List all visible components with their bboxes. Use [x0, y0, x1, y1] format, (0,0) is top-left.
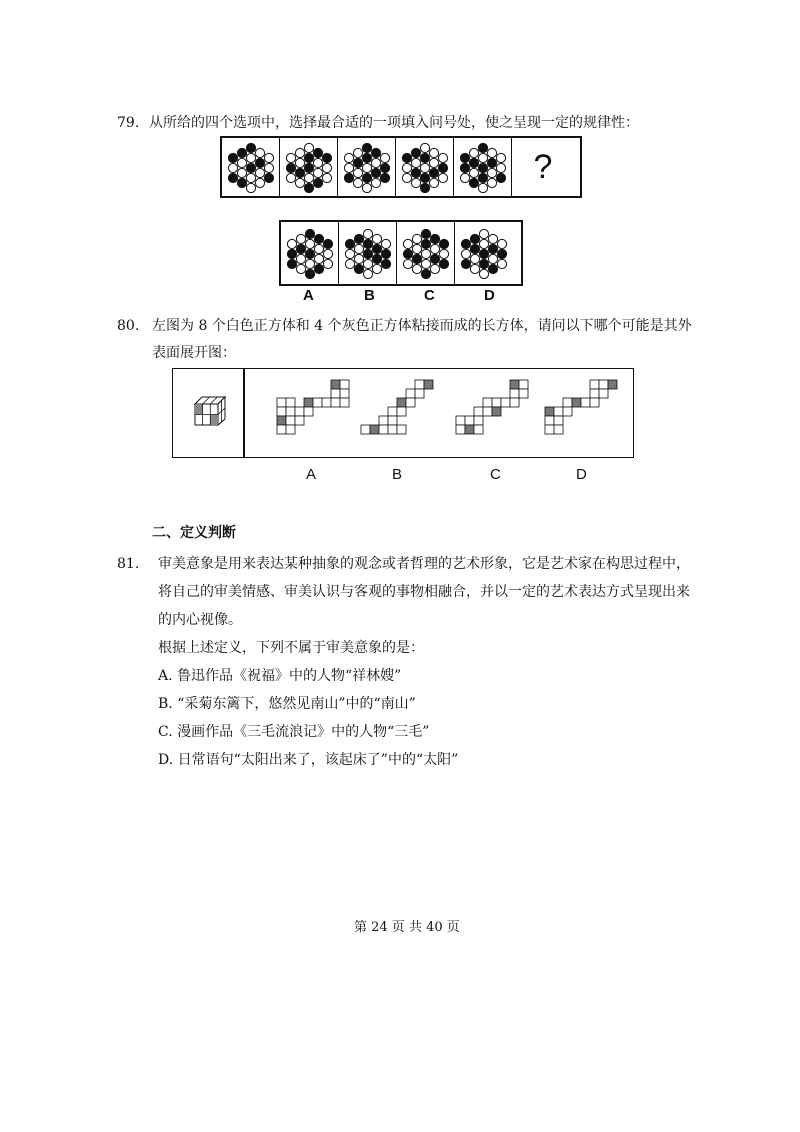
hex-circle	[344, 173, 353, 182]
hex-circle	[246, 183, 255, 192]
white-square	[545, 416, 554, 425]
hex-circle	[421, 229, 430, 238]
hex-circle	[345, 249, 354, 258]
hex-circle	[380, 163, 389, 172]
hex-circle	[246, 143, 255, 152]
hex-circle	[487, 178, 496, 187]
q79-options-strip	[279, 220, 523, 286]
hex-circle	[496, 173, 505, 182]
q80-text-line-1: 左图为 8 个白色正方体和 4 个灰色正方体粘接而成的长方体，请问以下哪个可能是其外	[152, 318, 692, 334]
white-square	[322, 398, 331, 407]
hex-circle	[496, 153, 505, 162]
hex-circle	[304, 163, 313, 172]
hex-circle	[421, 239, 430, 248]
hex-circle	[237, 158, 246, 167]
hex-circle	[402, 173, 411, 182]
hex-circle	[488, 264, 497, 273]
q79-option-label-c: C	[424, 287, 435, 304]
hex-circle	[296, 264, 305, 273]
hex-circle	[362, 163, 371, 172]
hex-circle	[420, 163, 429, 172]
hex-circle-figure	[225, 141, 277, 193]
white-square	[415, 380, 424, 389]
q81-prompt: 根据上述定义，下列不属于审美意象的是：	[158, 640, 424, 656]
hex-circle	[363, 249, 372, 258]
white-square	[379, 416, 388, 425]
gray-square	[424, 380, 433, 389]
hex-circle-figure	[457, 141, 509, 193]
unfolded-net-option-b[interactable]	[360, 379, 436, 445]
hex-circle	[246, 153, 255, 162]
hex-circle	[420, 143, 429, 152]
white-square	[456, 416, 465, 425]
white-square	[277, 425, 286, 434]
white-square	[554, 416, 563, 425]
q81-definition-line-1: 审美意象是用来表达某种抽象的观念或者哲理的艺术形象，它是艺术家在构思过程中，	[158, 556, 690, 572]
q80-figure-frame	[172, 368, 634, 458]
hex-circle	[429, 178, 438, 187]
hex-circle	[363, 269, 372, 278]
q79-option-label-d: D	[484, 287, 495, 304]
white-square	[456, 425, 465, 434]
hex-circle-figure	[342, 227, 394, 279]
hex-circle	[287, 249, 296, 258]
hex-circle	[353, 168, 362, 177]
hex-circle	[345, 239, 354, 248]
unfolded-net-option-c[interactable]	[455, 379, 531, 445]
white-square	[563, 407, 572, 416]
hex-circle	[344, 153, 353, 162]
hex-circle	[354, 254, 363, 263]
q79-sequence-figure-5	[454, 138, 512, 196]
hex-circle	[438, 173, 447, 182]
hex-circle	[438, 163, 447, 172]
white-square	[286, 407, 295, 416]
hex-circle	[362, 143, 371, 152]
hex-circle	[314, 244, 323, 253]
white-square	[501, 398, 510, 407]
q79-option-b-figure[interactable]	[339, 222, 397, 284]
hex-circle	[421, 269, 430, 278]
hex-circle	[411, 158, 420, 167]
hex-circle	[430, 244, 439, 253]
white-square	[388, 407, 397, 416]
hex-circle	[429, 148, 438, 157]
white-square	[474, 425, 483, 434]
white-square	[406, 389, 415, 398]
white-square	[295, 407, 304, 416]
gray-square	[545, 407, 554, 416]
white-square	[465, 416, 474, 425]
hex-circle	[296, 254, 305, 263]
white-square	[483, 398, 492, 407]
white-square	[554, 425, 563, 434]
hex-circle	[286, 173, 295, 182]
hex-circle	[439, 259, 448, 268]
hex-circle	[363, 229, 372, 238]
hex-circle	[353, 158, 362, 167]
white-square	[295, 416, 304, 425]
hex-circle	[430, 264, 439, 273]
hex-circle	[380, 153, 389, 162]
white-square	[590, 380, 599, 389]
white-square	[474, 416, 483, 425]
hex-circle	[304, 173, 313, 182]
hex-circle	[372, 264, 381, 273]
hex-circle	[402, 153, 411, 162]
q80-number: 80.	[117, 318, 140, 334]
white-square	[304, 407, 313, 416]
gray-square	[492, 407, 501, 416]
gray-square	[277, 416, 286, 425]
hex-circle	[429, 158, 438, 167]
white-square	[590, 389, 599, 398]
hex-circle	[470, 264, 479, 273]
white-square	[340, 398, 349, 407]
white-square	[331, 398, 340, 407]
hex-circle	[323, 239, 332, 248]
hex-circle	[403, 249, 412, 258]
q79-question-cell	[512, 138, 574, 196]
hex-circle	[420, 183, 429, 192]
hex-circle	[323, 259, 332, 268]
q80-text-line-2: 表面展开图：	[152, 345, 236, 361]
q81-option-b[interactable]: B. “采菊东篱下，悠然见南山”中的“南山”	[158, 696, 416, 712]
white-square	[554, 407, 563, 416]
hex-circle	[412, 254, 421, 263]
hex-circle	[461, 249, 470, 258]
hex-circle	[322, 153, 331, 162]
hex-circle	[403, 239, 412, 248]
white-square	[379, 425, 388, 434]
hex-circle	[421, 259, 430, 268]
gray-square	[397, 398, 406, 407]
hex-circle	[479, 269, 488, 278]
hex-circle	[304, 143, 313, 152]
hex-circle	[421, 249, 430, 258]
white-square	[563, 398, 572, 407]
hex-circle	[438, 153, 447, 162]
white-square	[388, 416, 397, 425]
q79-option-label-b: B	[364, 287, 375, 304]
white-square	[519, 380, 528, 389]
q81-definition-line-3: 的内心视像。	[158, 612, 242, 628]
hex-circle	[295, 178, 304, 187]
hex-circle	[381, 259, 390, 268]
hex-circle	[264, 153, 273, 162]
q79-option-d-figure[interactable]	[455, 222, 513, 284]
hex-circle	[497, 259, 506, 268]
hex-circle	[469, 168, 478, 177]
hex-circle	[412, 264, 421, 273]
hex-circle	[305, 229, 314, 238]
hex-circle	[354, 234, 363, 243]
hex-circle	[354, 264, 363, 273]
hex-circle	[470, 254, 479, 263]
hex-circle	[363, 239, 372, 248]
unfolded-net-option-d[interactable]	[544, 379, 620, 445]
hex-circle	[420, 153, 429, 162]
hex-circle	[344, 163, 353, 172]
hex-circle	[460, 173, 469, 182]
hex-circle	[286, 163, 295, 172]
hex-circle	[372, 244, 381, 253]
white-square	[406, 398, 415, 407]
hex-circle	[228, 153, 237, 162]
hex-circle	[305, 269, 314, 278]
hex-circle	[286, 153, 295, 162]
gray-square	[465, 425, 474, 434]
q79-number: 79.	[117, 115, 140, 131]
section-title: 二、定义判断	[152, 525, 236, 541]
hex-circle	[497, 249, 506, 258]
q80-option-label-d: D	[576, 466, 587, 483]
hex-circle	[228, 163, 237, 172]
white-square	[519, 389, 528, 398]
hex-circle	[478, 173, 487, 182]
q79-sequence-figure-1	[222, 138, 280, 196]
hex-circle	[430, 254, 439, 263]
hex-circle	[497, 239, 506, 248]
q79-sequence-figure-2	[280, 138, 338, 196]
hex-circle	[323, 249, 332, 258]
white-square	[361, 425, 370, 434]
hex-circle	[304, 153, 313, 162]
hex-circle	[287, 239, 296, 248]
hex-circle	[305, 259, 314, 268]
q81-definition-line-2: 将自己的审美情感、审美认识与客观的事物相融合，并以一定的艺术表达方式呈现出来	[158, 584, 690, 600]
q81-number: 81.	[117, 556, 140, 572]
cuboid-figure	[193, 395, 227, 427]
hex-circle	[371, 178, 380, 187]
hex-circle	[411, 168, 420, 177]
hex-circle	[295, 168, 304, 177]
hex-circle	[479, 239, 488, 248]
hex-circle-figure	[400, 227, 452, 279]
hex-circle	[322, 163, 331, 172]
q81-option-d[interactable]: D. 日常语句“太阳出来了，该起床了”中的“太阳”	[158, 752, 459, 768]
white-square	[397, 407, 406, 416]
white-square	[510, 389, 519, 398]
q79-sequence-strip	[220, 136, 582, 198]
hex-circle	[314, 254, 323, 263]
q81-option-a[interactable]: A. 鲁迅作品《祝福》中的人物“祥林嫂”	[158, 668, 402, 684]
hex-circle	[420, 173, 429, 182]
white-square	[581, 398, 590, 407]
hex-circle	[363, 259, 372, 268]
hex-circle	[237, 148, 246, 157]
white-square	[415, 389, 424, 398]
q80-figure-divider	[243, 369, 245, 457]
q79-option-a-figure[interactable]	[281, 222, 339, 284]
hex-circle	[412, 234, 421, 243]
hex-circle	[246, 173, 255, 182]
hex-circle	[371, 158, 380, 167]
hex-circle-figure	[458, 227, 510, 279]
hex-circle	[371, 168, 380, 177]
hex-circle	[411, 178, 420, 187]
hex-circle	[287, 259, 296, 268]
white-square	[313, 398, 322, 407]
hex-circle	[362, 153, 371, 162]
hex-circle	[403, 259, 412, 268]
hex-circle	[372, 234, 381, 243]
hex-circle	[478, 163, 487, 172]
hex-circle	[228, 173, 237, 182]
hex-circle	[296, 244, 305, 253]
unfolded-net-option-a[interactable]	[276, 379, 352, 445]
white-square	[474, 407, 483, 416]
hex-circle	[478, 143, 487, 152]
q79-sequence-figure-3	[338, 138, 396, 196]
q80-option-label-a: A	[306, 466, 317, 483]
hex-circle	[322, 173, 331, 182]
hex-circle	[469, 158, 478, 167]
q81-option-c[interactable]: C. 漫画作品《三毛流浪记》中的人物“三毛”	[158, 724, 430, 740]
hex-circle	[295, 158, 304, 167]
hex-circle	[430, 234, 439, 243]
hex-circle	[470, 244, 479, 253]
hex-circle-figure	[399, 141, 451, 193]
hex-circle	[469, 148, 478, 157]
hex-circle	[313, 168, 322, 177]
gray-square	[331, 380, 340, 389]
gray-square	[304, 398, 313, 407]
hex-circle	[429, 168, 438, 177]
hex-circle	[479, 249, 488, 258]
hex-circle	[305, 249, 314, 258]
white-square	[510, 398, 519, 407]
hex-circle	[487, 158, 496, 167]
gray-square	[572, 398, 581, 407]
hex-circle	[461, 259, 470, 268]
white-square	[277, 398, 286, 407]
hex-circle	[488, 234, 497, 243]
q79-sequence-figure-4	[396, 138, 454, 196]
hex-circle	[313, 148, 322, 157]
hex-circle	[345, 259, 354, 268]
hex-circle	[469, 178, 478, 187]
hex-circle	[305, 239, 314, 248]
q80-option-label-c: C	[490, 466, 501, 483]
hex-circle	[255, 158, 264, 167]
gray-square	[608, 380, 617, 389]
white-square	[286, 398, 295, 407]
white-square	[340, 389, 349, 398]
white-square	[340, 380, 349, 389]
page-footer: 第 24 页 共 40 页	[354, 920, 460, 935]
hex-circle	[460, 153, 469, 162]
hex-circle	[411, 148, 420, 157]
hex-circle	[304, 183, 313, 192]
hex-circle-figure	[283, 141, 335, 193]
hex-circle	[237, 178, 246, 187]
hex-circle	[381, 249, 390, 258]
hex-circle	[313, 158, 322, 167]
hex-circle	[295, 148, 304, 157]
question-mark-icon: ?	[533, 147, 553, 186]
hex-circle	[264, 163, 273, 172]
hex-circle	[479, 229, 488, 238]
q79-option-c-figure[interactable]	[397, 222, 455, 284]
white-square	[599, 389, 608, 398]
white-square	[545, 425, 554, 434]
white-square	[388, 425, 397, 434]
hex-circle	[372, 254, 381, 263]
hex-circle	[264, 173, 273, 182]
hex-circle	[362, 173, 371, 182]
hex-circle	[314, 234, 323, 243]
white-square	[286, 425, 295, 434]
white-square	[492, 398, 501, 407]
hex-circle	[255, 178, 264, 187]
hex-circle	[296, 234, 305, 243]
hex-circle	[381, 239, 390, 248]
hex-circle	[488, 244, 497, 253]
hex-circle	[412, 244, 421, 253]
hex-circle	[479, 259, 488, 268]
hex-circle	[353, 148, 362, 157]
hex-circle	[371, 148, 380, 157]
hex-circle	[362, 183, 371, 192]
gray-square	[510, 380, 519, 389]
hex-circle	[488, 254, 497, 263]
gray-square	[370, 425, 379, 434]
white-square	[286, 416, 295, 425]
hex-circle	[255, 168, 264, 177]
hex-circle	[354, 244, 363, 253]
hex-circle	[255, 148, 264, 157]
hex-circle	[439, 239, 448, 248]
hex-circle	[487, 168, 496, 177]
white-square	[599, 380, 608, 389]
hex-circle	[314, 264, 323, 273]
hex-circle	[478, 153, 487, 162]
white-square	[397, 425, 406, 434]
hex-circle	[313, 178, 322, 187]
hex-circle	[380, 173, 389, 182]
hex-circle	[246, 163, 255, 172]
hex-circle	[402, 163, 411, 172]
hex-circle-figure	[284, 227, 336, 279]
white-square	[331, 389, 340, 398]
white-square	[277, 407, 286, 416]
q80-option-label-b: B	[392, 466, 403, 483]
hex-circle-figure	[341, 141, 393, 193]
hex-circle	[496, 163, 505, 172]
hex-circle	[461, 239, 470, 248]
hex-circle	[470, 234, 479, 243]
white-square	[483, 407, 492, 416]
q79-option-label-a: A	[303, 287, 314, 304]
hex-circle	[460, 163, 469, 172]
hex-circle	[439, 249, 448, 258]
hex-circle	[353, 178, 362, 187]
hex-circle	[237, 168, 246, 177]
hex-circle	[487, 148, 496, 157]
hex-circle	[478, 183, 487, 192]
q79-text: 从所给的四个选项中，选择最合适的一项填入问号处，使之呈现一定的规律性：	[149, 115, 639, 131]
white-square	[590, 398, 599, 407]
